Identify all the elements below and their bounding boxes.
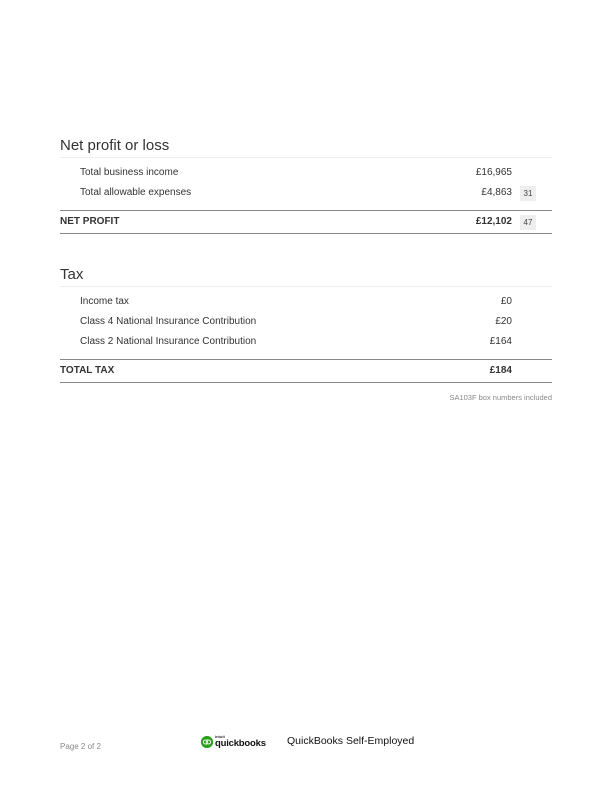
row-label: Income tax (80, 296, 129, 307)
row-income-tax (60, 292, 552, 312)
row-value: £16,965 (475, 167, 512, 178)
row-total-business-income (60, 163, 552, 183)
quickbooks-logo (201, 734, 266, 750)
row-total-allowable-expenses (60, 183, 552, 203)
intuit-wordmark: intuit (215, 734, 225, 740)
section-title-net-profit: Net profit or loss (60, 136, 552, 158)
row-label: Class 4 National Insurance Contribution (80, 316, 257, 327)
quickbooks-wordmark (215, 735, 266, 749)
net-profit-section (60, 136, 552, 234)
row-label: Total business income (80, 167, 179, 178)
tax-section (60, 265, 552, 383)
section-title-tax: Tax (60, 265, 552, 287)
product-name: QuickBooks Self-Employed (287, 735, 415, 747)
box-number-badge: 47 (520, 215, 536, 230)
total-tax-row (60, 359, 552, 383)
row-label: Class 2 National Insurance Contribution (80, 336, 257, 347)
quickbooks-logo-icon (201, 736, 213, 748)
box-numbers-note: SA103F box numbers included (449, 393, 552, 402)
total-label: TOTAL TAX (60, 365, 115, 376)
row-class2-nic (60, 332, 552, 352)
page-number: Page 2 of 2 (60, 742, 101, 751)
row-value: £0 (500, 296, 512, 307)
total-value: £12,102 (475, 216, 512, 227)
box-number-badge: 31 (520, 186, 536, 201)
quickbooks-word: quickbooks (215, 738, 266, 750)
row-value: £164 (489, 336, 512, 347)
net-profit-total-row (60, 210, 552, 234)
row-value: £20 (495, 316, 512, 327)
row-value: £4,863 (481, 187, 512, 198)
row-label: Total allowable expenses (80, 187, 192, 198)
row-class4-nic (60, 312, 552, 332)
total-label: NET PROFIT (60, 216, 120, 227)
total-value: £184 (489, 365, 512, 376)
